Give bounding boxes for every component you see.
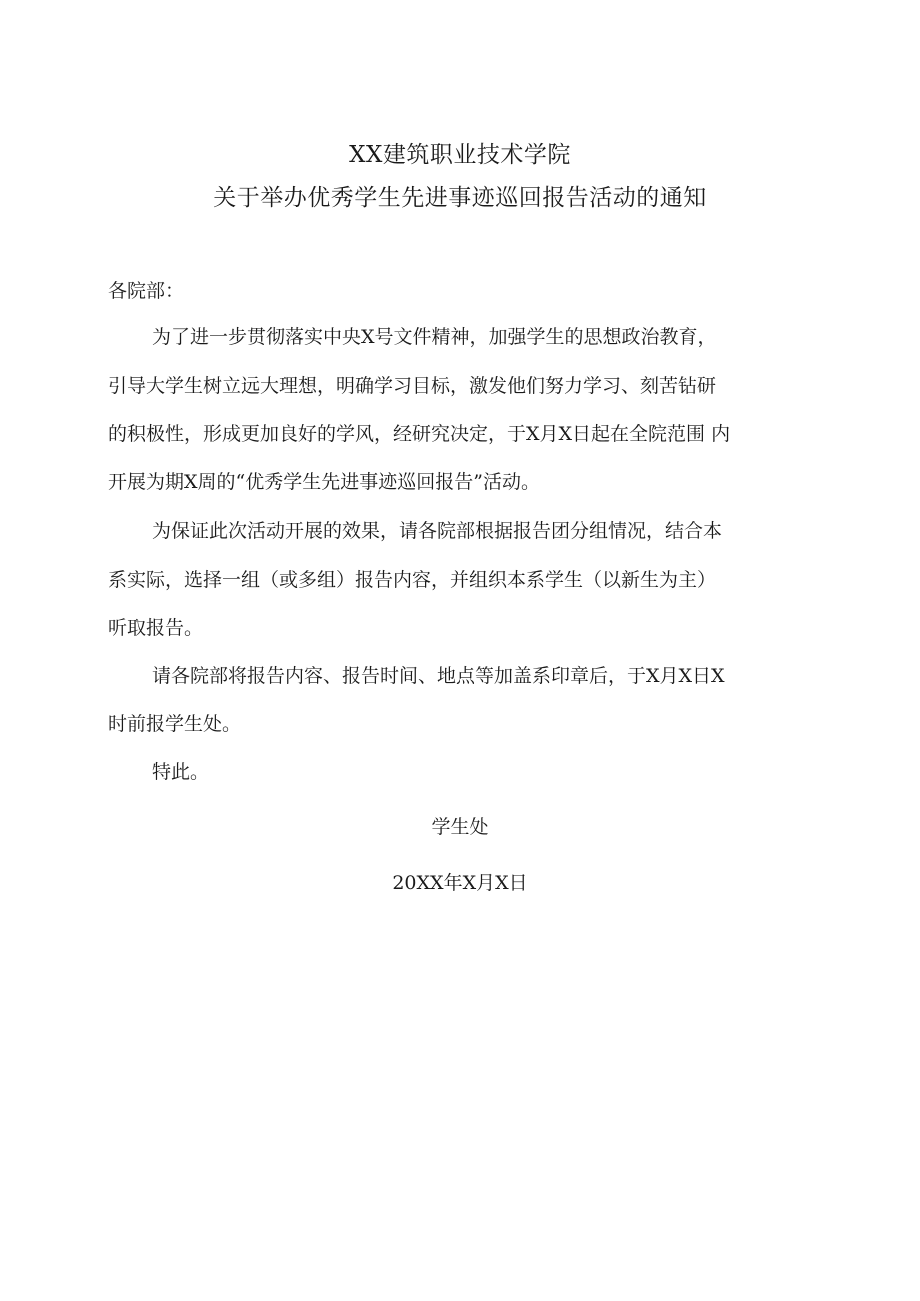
paragraph1-line: 为了进一步贯彻落实中央X号文件精神，加强学生的思想政治教育，	[152, 326, 717, 348]
paragraph2-line: 系实际，选择一组（或多组）报告内容，并组织本系学生（以新生为主）	[108, 569, 717, 591]
issuer-name: 学生处	[431, 816, 489, 838]
issue-date: 20XX年X月X日	[392, 872, 528, 894]
paragraph1-line: 开展为期X周的“优秀学生先进事迹巡回报告”活动。	[108, 471, 540, 493]
closing-remark: 特此。	[152, 761, 210, 783]
document-title-subject: 关于举办优秀学生先进事迹巡回报告活动的通知	[213, 185, 707, 211]
salutation: 各院部：	[108, 280, 185, 302]
document-title-institution: XX建筑职业技术学院	[349, 142, 571, 168]
paragraph1-line: 引导大学生树立远大理想，明确学习目标，激发他们努力学习、刻苦钻研	[108, 375, 717, 397]
paragraph2-line: 为保证此次活动开展的效果，请各院部根据报告团分组情况，结合本	[152, 520, 723, 542]
paragraph3-line: 请各院部将报告内容、报告时间、地点等加盖系印章后，于X月X日X	[152, 665, 725, 687]
paragraph1-line: 的积极性，形成更加良好的学风，经研究决定，于X月X日起在全院范围 内	[108, 423, 731, 445]
paragraph2-line: 听取报告。	[108, 617, 204, 639]
paragraph3-line: 时前报学生处。	[108, 713, 242, 735]
